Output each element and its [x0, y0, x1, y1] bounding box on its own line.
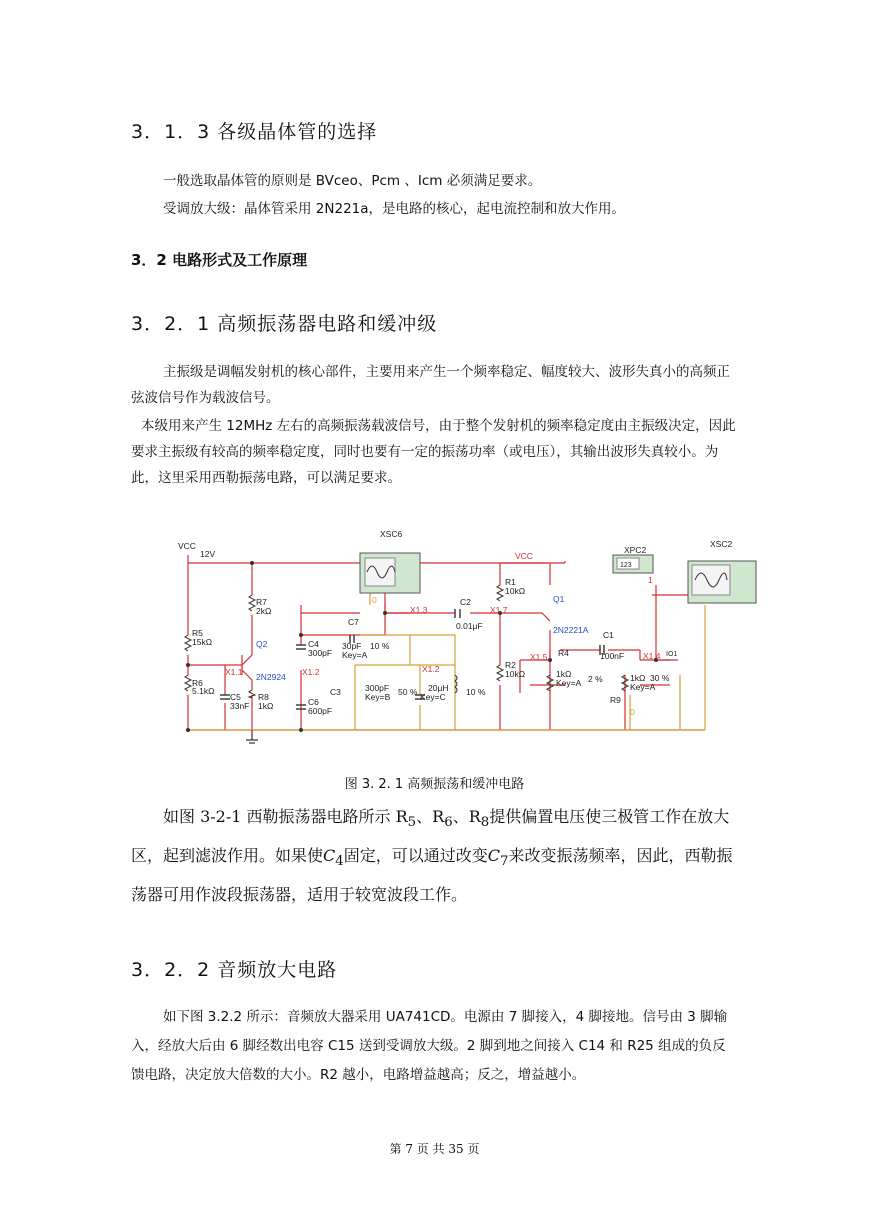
label-c3: C3: [330, 687, 341, 697]
label-node-0b: 0: [630, 707, 635, 717]
subscript-6: 6: [444, 815, 453, 831]
label-c2: C2: [460, 597, 471, 607]
paragraph-main-oscillator: 主振级是调幅发射机的核心部件，主要用来产生一个频率稳定、幅度较大、波形失真小的高频正弦波信号作为载波信号。: [131, 364, 730, 406]
label-c6-value: 600pF: [308, 706, 333, 716]
subscript-5: 5: [407, 815, 417, 831]
text-segment: 、R: [416, 807, 445, 826]
paragraph-transistor-rule: 一般选取晶体管的原则是 BVceo、Pcm 、Icm 必须满足要求。: [163, 173, 542, 189]
label-l-percent: 10 %: [466, 687, 486, 697]
label-q1: Q1: [553, 594, 565, 604]
label-io1: IO1: [666, 651, 678, 658]
label-xpc2: XPC2: [624, 545, 647, 555]
label-c4: C4: [308, 639, 319, 649]
section-3-2-1-title: 3．2．1 高频振荡器电路和缓冲级: [131, 313, 438, 335]
label-r2-value: 10kΩ: [505, 669, 526, 679]
label-c3-percent: 50 %: [398, 687, 418, 697]
label-c3-value: 300pF: [365, 683, 390, 693]
label-c5: C5: [230, 692, 241, 702]
label-vcc-left: VCC: [178, 541, 196, 551]
label-r4-value: 1kΩ: [556, 669, 572, 679]
paragraph-12mhz: 本级用来产生 12MHz 左右的高频振荡载波信号，由于整个发射机的频率稳定度由主振级决定，因此要求主振级有较高的频率稳定度，同时也要有一定的振荡功率（或电压），其输出波形失真较小。为此，这里采用西勒振荡电路，可以满足要求。: [131, 418, 736, 486]
label-r9-value: 1kΩ: [630, 673, 646, 683]
label-x1-5: X1.5: [530, 652, 548, 662]
oscillator-circuit-diagram: [170, 525, 790, 750]
label-c7-percent: 10 %: [370, 641, 390, 651]
label-c1-value: 100nF: [600, 651, 625, 661]
label-node-0a: 0: [372, 595, 377, 605]
section-3-2-2-title: 3．2．2 音频放大电路: [131, 959, 338, 981]
subscript-8: 8: [480, 815, 490, 831]
label-r7-value: 2kΩ: [256, 606, 272, 616]
label-r1-value: 10kΩ: [505, 586, 526, 596]
label-node-1: 1: [648, 575, 653, 585]
label-r9-key: Key=A: [630, 682, 656, 692]
label-r9: R9: [610, 695, 621, 705]
label-r4-key: Key=A: [556, 678, 582, 688]
subscript-c4: 4: [335, 854, 344, 870]
label-c1: C1: [603, 630, 614, 640]
label-l-key: Key=C: [420, 692, 446, 702]
label-r8-value: 1kΩ: [258, 701, 274, 711]
label-r7: R7: [256, 597, 267, 607]
label-c6: C6: [308, 697, 319, 707]
label-q2-type: 2N2924: [256, 672, 286, 682]
label-12v: 12V: [200, 549, 216, 559]
label-xsc6: XSC6: [380, 529, 403, 539]
label-r5: R5: [192, 628, 203, 638]
paragraph-seiler: [131, 800, 743, 911]
label-r8: R8: [258, 692, 269, 702]
text-segment: 如图 3-2-1 西勒振荡器电路所示 R: [163, 807, 408, 826]
label-r4-percent: 2 %: [588, 674, 603, 684]
label-r9-percent: 30 %: [650, 673, 670, 683]
label-c5-value: 33nF: [230, 701, 250, 711]
text-segment: 来改变振荡频率，因此，西勒振荡器可用作波段振荡器，适用于较宽波段工作。: [131, 846, 733, 905]
label-c2-value: 0.01μF: [456, 621, 483, 631]
section-3-2-title: 3．2 电路形式及工作原理: [131, 251, 308, 269]
label-xsc2: XSC2: [710, 539, 733, 549]
label-x1-2: X1.2: [302, 667, 320, 677]
label-r4: R4: [558, 648, 569, 658]
label-x1-2b: X1.2: [422, 664, 440, 674]
paragraph-modulated-amp: 受调放大级：晶体管采用 2N221a，是电路的核心，起电流控制和放大作用。: [163, 201, 626, 217]
label-q1-type: 2N2221A: [553, 625, 589, 635]
text-segment: 固定，可以通过改变: [343, 846, 488, 866]
label-x1-1: X1.1: [225, 667, 243, 677]
text-segment: 、R: [452, 807, 481, 826]
label-l-value: 20μH: [428, 683, 449, 693]
label-vcc-mid: VCC: [515, 551, 533, 561]
text-segment: 提供偏置电压使三极管工作在放大区，起到滤波作用。如果使: [131, 807, 730, 866]
label-r6-value: 5.1kΩ: [192, 686, 215, 696]
label-c4-value: 300pF: [308, 648, 333, 658]
math-c7: C: [487, 846, 501, 866]
label-r1: R1: [505, 577, 516, 587]
label-x1-3: X1.3: [410, 605, 428, 615]
subscript-c7: 7: [500, 854, 509, 870]
label-x1-4: X1.4: [643, 651, 661, 661]
section-3-1-3-title: 3．1．3 各级晶体管的选择: [131, 121, 378, 143]
label-xpc2-value: 123: [620, 562, 632, 569]
label-r6: R6: [192, 678, 203, 688]
label-r2: R2: [505, 660, 516, 670]
label-q2: Q2: [256, 639, 268, 649]
label-c7-key: Key=A: [342, 650, 368, 660]
label-c7-value: 30pF: [342, 641, 362, 651]
label-c7: C7: [348, 617, 359, 627]
paragraph-audio-amp: 如下图 3.2.2 所示：音频放大器采用 UA741CD。电源由 7 脚接入，4 脚接地。信号由 3 脚输入，经放大后由 6 脚经数出电容 C15 送到受调放大级。2 脚到地之间接入 C14 和 R25 组成的负反馈电路，决定放大倍数的大小。R2 越小，电路增益越高；反之，增益越小。: [131, 1009, 728, 1083]
figure-caption: 图 3. 2. 1 高频振荡和缓冲电路: [344, 777, 525, 792]
page-footer: 第 7 页 共 35 页: [389, 1142, 480, 1156]
label-r5-value: 15kΩ: [192, 637, 213, 647]
math-c4: C: [323, 846, 336, 866]
label-x1-7: X1.7: [490, 605, 508, 615]
label-c3-key: Key=B: [365, 692, 391, 702]
